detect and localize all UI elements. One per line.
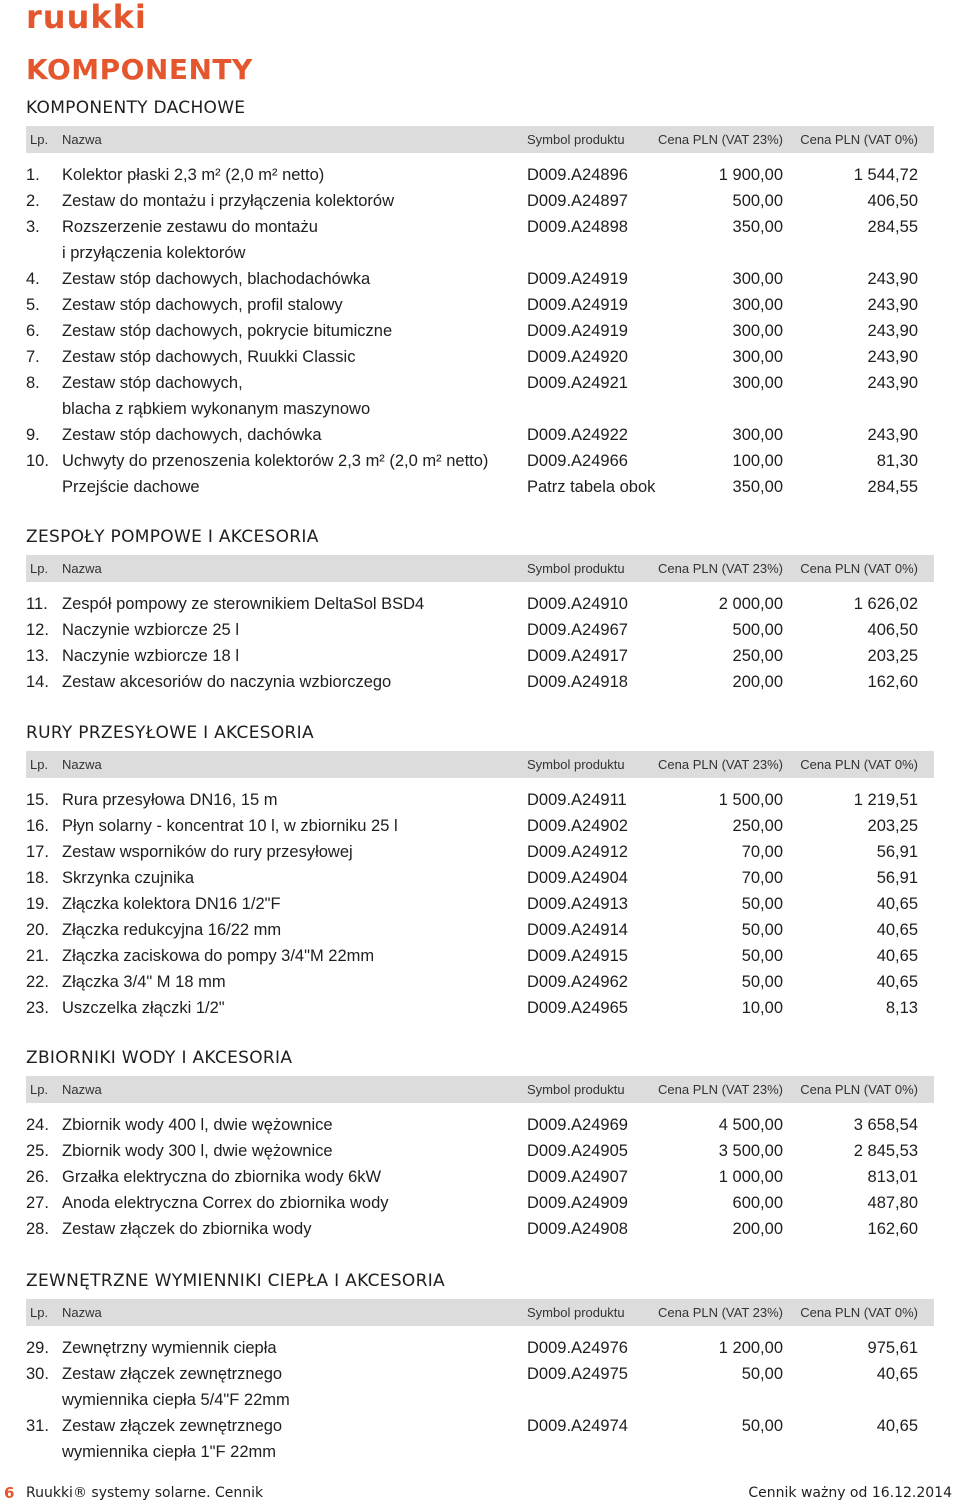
product-name: Grzałka elektryczna do zbiornika wody 6kW [62,1168,382,1186]
table-header [26,126,934,153]
price-vat23: 50,00 [741,1417,783,1435]
product-name: Zestaw złączek zewnętrznego [62,1417,283,1435]
column-header-symbol: Symbol produktu [527,1082,625,1097]
row-number: 14. [26,673,49,691]
product-symbol: D009.A24919 [527,322,628,340]
row-number: 1. [26,166,40,184]
product-symbol: D009.A24918 [527,673,628,691]
product-name: Zestaw do montażu i przyłączenia kolektorów [62,192,394,210]
price-vat23: 300,00 [732,270,783,288]
row-number: 24. [26,1116,49,1134]
section-title: ZESPOŁY POMPOWE I AKCESORIA [26,527,319,547]
price-vat23: 1 900,00 [718,166,783,184]
product-name: Zestaw stóp dachowych, pokrycie bitumiczne [62,322,393,340]
product-symbol: D009.A24897 [527,192,628,210]
table-row [26,917,934,943]
price-vat0: 975,61 [867,1339,918,1357]
column-header-name: Nazwa [62,561,102,576]
price-vat23: 1 000,00 [718,1168,783,1186]
column-header-lp: Lp. [30,1305,49,1320]
product-name: Zestaw stóp dachowych, dachówka [62,426,322,444]
price-vat23: 250,00 [732,647,783,665]
price-vat0: 487,80 [867,1194,918,1212]
product-name: Zestaw wsporników do rury przesyłowej [62,843,353,861]
product-name: Zestaw złączek do zbiornika wody [62,1220,312,1238]
product-symbol: D009.A24912 [527,843,628,861]
column-header-price-vat23: Cena PLN (VAT 23%) [658,757,783,772]
table-row [26,422,934,448]
price-vat0: 1 219,51 [853,791,918,809]
product-name: Zestaw stóp dachowych, blachodachówka [62,270,371,288]
product-name: Zespół pompowy ze sterownikiem DeltaSol BSD4 [62,595,425,613]
price-vat23: 600,00 [732,1194,783,1212]
price-vat0: 243,90 [867,322,918,340]
row-number: 16. [26,817,49,835]
page-title: KOMPONENTY [26,53,253,86]
table-row [26,1190,934,1216]
product-symbol: D009.A24905 [527,1142,628,1160]
price-vat0: 813,01 [867,1168,918,1186]
table-row [26,1216,934,1242]
product-symbol: D009.A24915 [527,947,628,965]
price-vat23: 100,00 [732,452,783,470]
product-symbol: D009.A24919 [527,296,628,314]
row-number: 20. [26,921,49,939]
table-header [26,1299,934,1326]
price-vat0: 243,90 [867,426,918,444]
footer-title: Ruukki® systemy solarne. Cennik [26,1485,264,1501]
row-number: 2. [26,192,40,210]
column-header-symbol: Symbol produktu [527,132,625,147]
product-symbol: D009.A24914 [527,921,628,939]
product-name: Zestaw akcesoriów do naczynia wzbiorczego [62,673,392,691]
column-header-price-vat0: Cena PLN (VAT 0%) [800,561,918,576]
table-row [26,787,934,813]
table-row [26,448,934,474]
product-symbol: D009.A24909 [527,1194,628,1212]
price-vat0: 56,91 [876,843,918,861]
table-row [26,617,934,643]
price-vat0: 243,90 [867,348,918,366]
product-name-continued: wymiennika ciepła 5/4"F 22mm [62,1391,290,1409]
product-symbol: D009.A24974 [527,1417,628,1435]
table-row [26,1138,934,1164]
row-number: 11. [26,595,48,613]
price-vat0: 243,90 [867,374,918,392]
row-number: 27. [26,1194,49,1212]
product-symbol: D009.A24908 [527,1220,628,1238]
row-number: 22. [26,973,49,991]
table-header [26,555,934,582]
price-vat0: 284,55 [867,218,918,236]
table-row [26,669,934,695]
product-symbol: D009.A24969 [527,1116,628,1134]
column-header-lp: Lp. [30,561,49,576]
price-vat0: 8,13 [885,999,918,1017]
table-row [26,214,934,266]
column-header-price-vat23: Cena PLN (VAT 23%) [658,561,783,576]
price-vat0: 3 658,54 [853,1116,918,1134]
row-number: 21. [26,947,49,965]
table-row [26,266,934,292]
product-symbol: D009.A24917 [527,647,628,665]
row-number: 23. [26,999,49,1017]
table-row [26,943,934,969]
product-symbol: D009.A24966 [527,452,628,470]
table-row [26,1361,934,1413]
price-vat23: 300,00 [732,348,783,366]
table-row [26,292,934,318]
table-row [26,995,934,1021]
product-name: Zbiornik wody 300 l, dwie wężownice [62,1142,333,1160]
product-name: Złączka redukcyjna 16/22 mm [62,921,282,939]
price-vat23: 50,00 [741,947,783,965]
column-header-lp: Lp. [30,1082,49,1097]
product-name: Złączka zaciskowa do pompy 3/4"M 22mm [62,947,375,965]
price-vat23: 200,00 [732,1220,783,1238]
product-symbol: D009.A24967 [527,621,628,639]
product-name: Zestaw stóp dachowych, Ruukki Classic [62,348,356,366]
product-name: Złączka 3/4" M 18 mm [62,973,226,991]
price-vat0: 203,25 [867,647,918,665]
row-number: 3. [26,218,40,236]
product-name-continued: i przyłączenia kolektorów [62,244,246,262]
table-row [26,891,934,917]
price-vat23: 500,00 [732,192,783,210]
product-name: Zestaw złączek zewnętrznego [62,1365,283,1383]
product-name: Skrzynka czujnika [62,869,195,887]
price-vat23: 300,00 [732,322,783,340]
table-row [26,318,934,344]
price-vat0: 40,65 [876,1417,918,1435]
section-title: KOMPONENTY DACHOWE [26,98,246,118]
table-row [26,1164,934,1190]
row-number: 19. [26,895,49,913]
product-symbol: D009.A24975 [527,1365,628,1383]
price-vat0: 40,65 [876,921,918,939]
price-vat0: 1 626,02 [853,595,918,613]
price-vat0: 56,91 [876,869,918,887]
section-0 [26,98,934,500]
column-header-lp: Lp. [30,757,49,772]
column-header-price-vat23: Cena PLN (VAT 23%) [658,1082,783,1097]
price-vat0: 406,50 [867,621,918,639]
row-number: 15. [26,791,49,809]
row-number: 17. [26,843,49,861]
row-number: 6. [26,322,40,340]
row-number: 13. [26,647,49,665]
product-name: Uchwyty do przenoszenia kolektorów 2,3 m² (2,0 m² netto) [62,452,489,470]
row-number: 4. [26,270,40,288]
price-vat23: 50,00 [741,895,783,913]
table-header [26,751,934,778]
price-vat0: 162,60 [867,1220,918,1238]
price-vat23: 10,00 [741,999,783,1017]
section-4 [26,1271,934,1465]
column-header-name: Nazwa [62,1082,102,1097]
price-vat0: 40,65 [876,1365,918,1383]
column-header-price-vat0: Cena PLN (VAT 0%) [800,757,918,772]
column-header-lp: Lp. [30,132,49,147]
price-vat0: 406,50 [867,192,918,210]
price-vat23: 1 500,00 [718,791,783,809]
price-vat23: 350,00 [732,478,783,496]
product-name: Płyn solarny - koncentrat 10 l, w zbiorniku 25 l [62,817,398,835]
column-header-symbol: Symbol produktu [527,561,625,576]
column-header-price-vat0: Cena PLN (VAT 0%) [800,1082,918,1097]
product-symbol: D009.A24904 [527,869,628,887]
row-number: 28. [26,1220,49,1238]
price-vat0: 284,55 [867,478,918,496]
price-vat23: 4 500,00 [718,1116,783,1134]
product-name: Zestaw stóp dachowych, [62,374,243,392]
table-row [26,969,934,995]
footer-validity: Cennik ważny od 16.12.2014 [748,1485,952,1501]
product-name: Kolektor płaski 2,3 m² (2,0 m² netto) [62,166,325,184]
product-symbol: D009.A24976 [527,1339,628,1357]
price-vat23: 300,00 [732,296,783,314]
price-vat0: 162,60 [867,673,918,691]
price-vat23: 50,00 [741,1365,783,1383]
section-title: ZBIORNIKI WODY I AKCESORIA [26,1048,293,1068]
price-vat0: 243,90 [867,270,918,288]
price-vat23: 200,00 [732,673,783,691]
table-row [26,839,934,865]
table-row [26,188,934,214]
product-symbol: D009.A24911 [527,791,627,809]
product-symbol: D009.A24898 [527,218,628,236]
section-title: ZEWNĘTRZNE WYMIENNIKI CIEPŁA I AKCESORIA [26,1271,445,1291]
product-name-continued: wymiennika ciepła 1"F 22mm [62,1443,277,1461]
product-symbol: D009.A24902 [527,817,628,835]
table-row [26,474,934,500]
table-row [26,865,934,891]
product-symbol: D009.A24922 [527,426,628,444]
product-symbol: D009.A24962 [527,973,628,991]
page-footer [0,1484,960,1508]
row-number: 8. [26,374,40,392]
table-header [26,1076,934,1103]
price-vat23: 300,00 [732,426,783,444]
product-symbol: D009.A24913 [527,895,628,913]
row-number: 29. [26,1339,49,1357]
table-row [26,1112,934,1138]
price-vat0: 40,65 [876,973,918,991]
row-number: 26. [26,1168,49,1186]
product-name: Rura przesyłowa DN16, 15 m [62,791,278,809]
price-vat0: 203,25 [867,817,918,835]
product-symbol: D009.A24921 [527,374,628,392]
page-number: 6 [4,1484,15,1502]
section-3 [26,1048,934,1242]
row-number: 7. [26,348,40,366]
price-vat0: 40,65 [876,947,918,965]
product-symbol: D009.A24907 [527,1168,628,1186]
product-name: Rozszerzenie zestawu do montażu [62,218,318,236]
table-row [26,162,934,188]
column-header-price-vat23: Cena PLN (VAT 23%) [658,132,783,147]
row-number: 30. [26,1365,49,1383]
product-name: Uszczelka złączki 1/2" [62,999,225,1017]
column-header-name: Nazwa [62,132,102,147]
price-vat23: 3 500,00 [718,1142,783,1160]
column-header-symbol: Symbol produktu [527,1305,625,1320]
product-name: Naczynie wzbiorcze 18 l [62,647,239,665]
product-symbol: D009.A24896 [527,166,628,184]
price-vat23: 1 200,00 [718,1339,783,1357]
product-symbol: Patrz tabela obok [527,478,656,496]
product-name-continued: blacha z rąbkiem wykonanym maszynowo [62,400,371,418]
price-vat0: 1 544,72 [853,166,918,184]
table-row [26,643,934,669]
table-row [26,813,934,839]
column-header-name: Nazwa [62,757,102,772]
row-number: 31. [26,1417,49,1435]
product-name: Zestaw stóp dachowych, profil stalowy [62,296,343,314]
price-vat23: 50,00 [741,921,783,939]
row-number: 25. [26,1142,49,1160]
row-number: 9. [26,426,40,444]
section-2 [26,723,934,1021]
product-name: Zewnętrzny wymiennik ciepła [62,1339,277,1357]
row-number: 18. [26,869,49,887]
price-vat23: 300,00 [732,374,783,392]
row-number: 5. [26,296,40,314]
row-number: 12. [26,621,49,639]
column-header-price-vat0: Cena PLN (VAT 0%) [800,1305,918,1320]
ruukki-logo: ruukki [26,0,147,36]
price-vat23: 350,00 [732,218,783,236]
price-vat23: 70,00 [741,869,783,887]
table-row [26,370,934,422]
table-row [26,344,934,370]
table-row [26,591,934,617]
price-vat23: 250,00 [732,817,783,835]
product-symbol: D009.A24910 [527,595,628,613]
price-vat0: 2 845,53 [853,1142,918,1160]
section-title: RURY PRZESYŁOWE I AKCESORIA [26,723,314,743]
product-symbol: D009.A24965 [527,999,628,1017]
price-vat0: 81,30 [876,452,918,470]
column-header-price-vat23: Cena PLN (VAT 23%) [658,1305,783,1320]
table-row [26,1335,934,1361]
price-vat23: 70,00 [741,843,783,861]
product-name: Zbiornik wody 400 l, dwie wężownice [62,1116,333,1134]
row-number: 10. [26,452,49,470]
product-name: Przejście dachowe [62,478,200,496]
price-vat23: 50,00 [741,973,783,991]
product-name: Anoda elektryczna Correx do zbiornika wody [62,1194,389,1212]
product-name: Złączka kolektora DN16 1/2"F [62,895,281,913]
price-vat0: 40,65 [876,895,918,913]
price-vat23: 2 000,00 [718,595,783,613]
column-header-name: Nazwa [62,1305,102,1320]
product-symbol: D009.A24919 [527,270,628,288]
price-vat23: 500,00 [732,621,783,639]
table-row [26,1413,934,1465]
column-header-symbol: Symbol produktu [527,757,625,772]
price-vat0: 243,90 [867,296,918,314]
product-name: Naczynie wzbiorcze 25 l [62,621,239,639]
product-symbol: D009.A24920 [527,348,628,366]
column-header-price-vat0: Cena PLN (VAT 0%) [800,132,918,147]
section-1 [26,527,934,695]
